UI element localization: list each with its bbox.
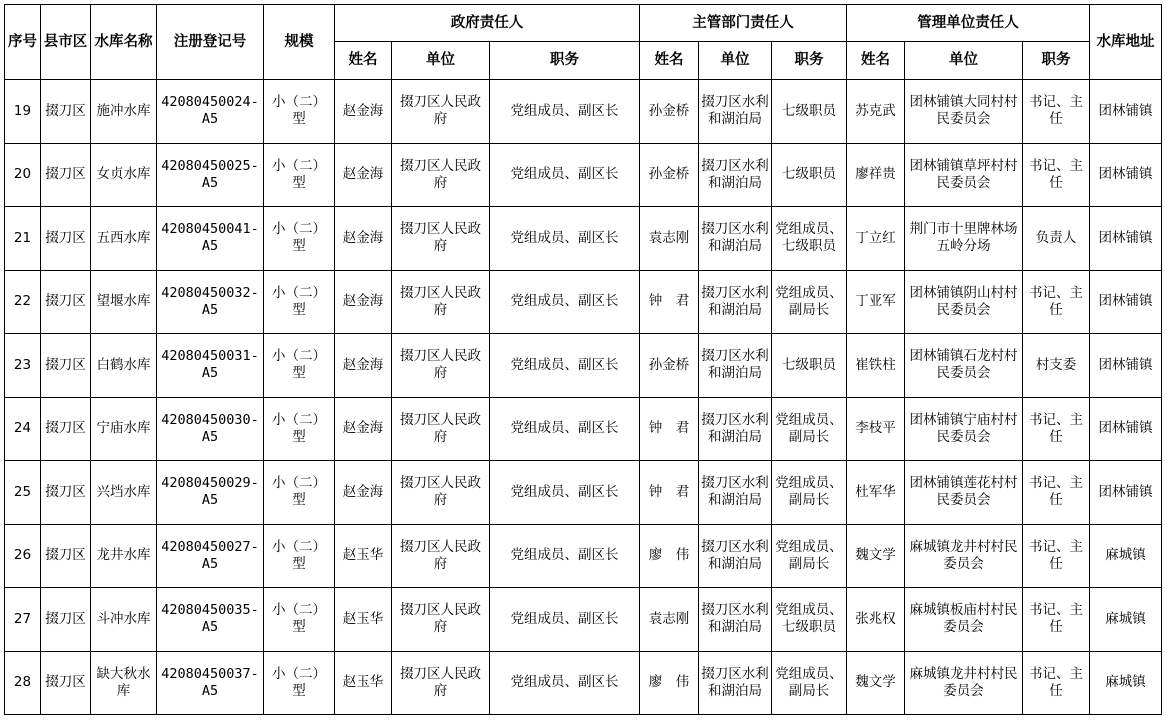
cell-reservoir-name: 女贞水库 [91, 143, 157, 207]
cell-dept-name: 廖 伟 [640, 651, 699, 715]
cell-dept-unit: 掇刀区水利和湖泊局 [699, 651, 772, 715]
cell-mgmt-title: 书记、主任 [1023, 524, 1090, 588]
cell-dept-title: 党组成员、七级职员 [772, 588, 847, 652]
cell-scale: 小（二）型 [264, 207, 335, 271]
cell-mgmt-title: 书记、主任 [1023, 588, 1090, 652]
cell-mgmt-unit: 团林铺镇宁庙村村民委员会 [905, 397, 1023, 461]
cell-dept-title: 七级职员 [772, 334, 847, 398]
cell-county: 掇刀区 [41, 524, 91, 588]
cell-registration-number: 42080450041-A5 [157, 207, 264, 271]
cell-mgmt-name: 苏克武 [847, 80, 905, 144]
cell-index: 21 [5, 207, 41, 271]
cell-scale: 小（二）型 [264, 334, 335, 398]
cell-dept-title: 七级职员 [772, 80, 847, 144]
cell-dept-title: 七级职员 [772, 143, 847, 207]
cell-reservoir-name: 斗冲水库 [91, 588, 157, 652]
cell-dept-name: 钟 君 [640, 461, 699, 525]
cell-scale: 小（二）型 [264, 270, 335, 334]
cell-registration-number: 42080450035-A5 [157, 588, 264, 652]
cell-dept-unit: 掇刀区水利和湖泊局 [699, 207, 772, 271]
cell-dept-title: 党组成员、七级职员 [772, 207, 847, 271]
cell-gov-name: 赵金海 [335, 207, 392, 271]
cell-gov-name: 赵金海 [335, 334, 392, 398]
cell-mgmt-unit: 麻城镇龙井村村民委员会 [905, 524, 1023, 588]
header-mgmt-title: 职务 [1023, 42, 1090, 80]
cell-gov-title: 党组成员、副区长 [490, 397, 640, 461]
cell-mgmt-name: 崔铁柱 [847, 334, 905, 398]
cell-registration-number: 42080450025-A5 [157, 143, 264, 207]
cell-reservoir-name: 缺大秋水库 [91, 651, 157, 715]
cell-index: 24 [5, 397, 41, 461]
header-address: 水库地址 [1090, 5, 1162, 80]
cell-mgmt-name: 丁立红 [847, 207, 905, 271]
cell-mgmt-unit: 团林铺镇大同村村民委员会 [905, 80, 1023, 144]
cell-mgmt-name: 魏文学 [847, 651, 905, 715]
cell-scale: 小（二）型 [264, 80, 335, 144]
cell-dept-title: 党组成员、副局长 [772, 270, 847, 334]
cell-mgmt-title: 书记、主任 [1023, 461, 1090, 525]
cell-gov-title: 党组成员、副区长 [490, 334, 640, 398]
cell-gov-name: 赵金海 [335, 461, 392, 525]
cell-gov-name: 赵金海 [335, 143, 392, 207]
cell-scale: 小（二）型 [264, 461, 335, 525]
table-row [5, 334, 1162, 398]
header-dept-name: 姓名 [640, 42, 699, 80]
table-header [5, 5, 1162, 80]
header-registration-number: 注册登记号 [157, 5, 264, 80]
cell-address: 团林铺镇 [1090, 143, 1162, 207]
cell-gov-unit: 掇刀区人民政府 [392, 397, 490, 461]
table-row [5, 651, 1162, 715]
header-management-responsible: 管理单位责任人 [847, 5, 1090, 42]
cell-mgmt-title: 书记、主任 [1023, 270, 1090, 334]
cell-mgmt-title: 村支委 [1023, 334, 1090, 398]
cell-gov-unit: 掇刀区人民政府 [392, 651, 490, 715]
header-index: 序号 [5, 5, 41, 80]
cell-mgmt-title: 负责人 [1023, 207, 1090, 271]
cell-registration-number: 42080450027-A5 [157, 524, 264, 588]
cell-dept-name: 袁志刚 [640, 207, 699, 271]
cell-mgmt-unit: 荆门市十里牌林场五岭分场 [905, 207, 1023, 271]
cell-dept-title: 党组成员、副局长 [772, 397, 847, 461]
cell-dept-name: 孙金桥 [640, 80, 699, 144]
cell-registration-number: 42080450030-A5 [157, 397, 264, 461]
cell-dept-unit: 掇刀区水利和湖泊局 [699, 588, 772, 652]
header-gov-unit: 单位 [392, 42, 490, 80]
cell-address: 麻城镇 [1090, 524, 1162, 588]
cell-gov-title: 党组成员、副区长 [490, 143, 640, 207]
cell-reservoir-name: 龙井水库 [91, 524, 157, 588]
cell-gov-name: 赵金海 [335, 397, 392, 461]
header-dept-title: 职务 [772, 42, 847, 80]
cell-county: 掇刀区 [41, 270, 91, 334]
cell-dept-unit: 掇刀区水利和湖泊局 [699, 461, 772, 525]
table-row [5, 270, 1162, 334]
cell-gov-unit: 掇刀区人民政府 [392, 588, 490, 652]
cell-gov-unit: 掇刀区人民政府 [392, 207, 490, 271]
cell-registration-number: 42080450032-A5 [157, 270, 264, 334]
cell-gov-unit: 掇刀区人民政府 [392, 143, 490, 207]
cell-scale: 小（二）型 [264, 397, 335, 461]
cell-mgmt-name: 魏文学 [847, 524, 905, 588]
cell-dept-unit: 掇刀区水利和湖泊局 [699, 270, 772, 334]
cell-address: 团林铺镇 [1090, 270, 1162, 334]
cell-dept-unit: 掇刀区水利和湖泊局 [699, 143, 772, 207]
cell-gov-name: 赵玉华 [335, 588, 392, 652]
cell-gov-title: 党组成员、副区长 [490, 524, 640, 588]
cell-county: 掇刀区 [41, 80, 91, 144]
cell-mgmt-unit: 麻城镇龙井村村民委员会 [905, 651, 1023, 715]
cell-registration-number: 42080450037-A5 [157, 651, 264, 715]
cell-dept-name: 钟 君 [640, 270, 699, 334]
table-row [5, 524, 1162, 588]
cell-mgmt-title: 书记、主任 [1023, 80, 1090, 144]
cell-index: 20 [5, 143, 41, 207]
cell-registration-number: 42080450024-A5 [157, 80, 264, 144]
cell-mgmt-unit: 团林铺镇阴山村村民委员会 [905, 270, 1023, 334]
cell-dept-unit: 掇刀区水利和湖泊局 [699, 80, 772, 144]
cell-county: 掇刀区 [41, 651, 91, 715]
cell-dept-name: 孙金桥 [640, 334, 699, 398]
table-row [5, 397, 1162, 461]
cell-scale: 小（二）型 [264, 143, 335, 207]
cell-address: 麻城镇 [1090, 588, 1162, 652]
header-mgmt-name: 姓名 [847, 42, 905, 80]
cell-gov-unit: 掇刀区人民政府 [392, 524, 490, 588]
cell-dept-unit: 掇刀区水利和湖泊局 [699, 397, 772, 461]
header-dept-unit: 单位 [699, 42, 772, 80]
cell-address: 团林铺镇 [1090, 461, 1162, 525]
cell-mgmt-unit: 团林铺镇石龙村村民委员会 [905, 334, 1023, 398]
reservoir-responsibility-table [4, 4, 1162, 715]
cell-gov-unit: 掇刀区人民政府 [392, 80, 490, 144]
cell-gov-name: 赵金海 [335, 80, 392, 144]
cell-mgmt-unit: 团林铺镇莲花村村民委员会 [905, 461, 1023, 525]
cell-reservoir-name: 宁庙水库 [91, 397, 157, 461]
cell-dept-name: 孙金桥 [640, 143, 699, 207]
table-row [5, 588, 1162, 652]
table-row [5, 143, 1162, 207]
cell-reservoir-name: 五西水库 [91, 207, 157, 271]
cell-gov-title: 党组成员、副区长 [490, 651, 640, 715]
cell-index: 28 [5, 651, 41, 715]
cell-address: 团林铺镇 [1090, 334, 1162, 398]
cell-address: 麻城镇 [1090, 651, 1162, 715]
cell-dept-name: 袁志刚 [640, 588, 699, 652]
cell-gov-title: 党组成员、副区长 [490, 588, 640, 652]
cell-gov-unit: 掇刀区人民政府 [392, 270, 490, 334]
cell-dept-unit: 掇刀区水利和湖泊局 [699, 524, 772, 588]
cell-dept-unit: 掇刀区水利和湖泊局 [699, 334, 772, 398]
cell-registration-number: 42080450029-A5 [157, 461, 264, 525]
cell-mgmt-title: 书记、主任 [1023, 397, 1090, 461]
cell-dept-title: 党组成员、副局长 [772, 461, 847, 525]
cell-county: 掇刀区 [41, 461, 91, 525]
cell-registration-number: 42080450031-A5 [157, 334, 264, 398]
cell-index: 22 [5, 270, 41, 334]
table-row [5, 207, 1162, 271]
cell-gov-title: 党组成员、副区长 [490, 461, 640, 525]
header-reservoir-name: 水库名称 [91, 5, 157, 80]
cell-mgmt-title: 书记、主任 [1023, 651, 1090, 715]
cell-county: 掇刀区 [41, 397, 91, 461]
cell-county: 掇刀区 [41, 334, 91, 398]
header-department-responsible: 主管部门责任人 [640, 5, 847, 42]
cell-index: 25 [5, 461, 41, 525]
cell-mgmt-title: 书记、主任 [1023, 143, 1090, 207]
cell-mgmt-name: 张兆权 [847, 588, 905, 652]
cell-scale: 小（二）型 [264, 651, 335, 715]
cell-mgmt-unit: 麻城镇板庙村村民委员会 [905, 588, 1023, 652]
cell-mgmt-name: 杜军华 [847, 461, 905, 525]
cell-dept-name: 廖 伟 [640, 524, 699, 588]
cell-mgmt-name: 李枝平 [847, 397, 905, 461]
cell-gov-name: 赵玉华 [335, 651, 392, 715]
cell-index: 26 [5, 524, 41, 588]
cell-reservoir-name: 望堰水库 [91, 270, 157, 334]
header-mgmt-unit: 单位 [905, 42, 1023, 80]
cell-mgmt-name: 廖祥贵 [847, 143, 905, 207]
cell-county: 掇刀区 [41, 143, 91, 207]
cell-scale: 小（二）型 [264, 588, 335, 652]
cell-index: 27 [5, 588, 41, 652]
cell-gov-name: 赵金海 [335, 270, 392, 334]
cell-index: 19 [5, 80, 41, 144]
cell-scale: 小（二）型 [264, 524, 335, 588]
cell-gov-name: 赵玉华 [335, 524, 392, 588]
table-body [5, 80, 1162, 715]
cell-reservoir-name: 兴垱水库 [91, 461, 157, 525]
cell-address: 团林铺镇 [1090, 397, 1162, 461]
cell-dept-title: 党组成员、副局长 [772, 651, 847, 715]
header-gov-name: 姓名 [335, 42, 392, 80]
header-gov-title: 职务 [490, 42, 640, 80]
cell-county: 掇刀区 [41, 588, 91, 652]
cell-mgmt-unit: 团林铺镇草坪村村民委员会 [905, 143, 1023, 207]
table-row [5, 461, 1162, 525]
cell-reservoir-name: 施冲水库 [91, 80, 157, 144]
cell-address: 团林铺镇 [1090, 207, 1162, 271]
cell-gov-title: 党组成员、副区长 [490, 80, 640, 144]
cell-reservoir-name: 白鹤水库 [91, 334, 157, 398]
cell-gov-title: 党组成员、副区长 [490, 207, 640, 271]
cell-gov-unit: 掇刀区人民政府 [392, 461, 490, 525]
cell-mgmt-name: 丁亚军 [847, 270, 905, 334]
cell-address: 团林铺镇 [1090, 80, 1162, 144]
cell-index: 23 [5, 334, 41, 398]
header-government-responsible: 政府责任人 [335, 5, 640, 42]
cell-gov-unit: 掇刀区人民政府 [392, 334, 490, 398]
cell-dept-title: 党组成员、副局长 [772, 524, 847, 588]
cell-county: 掇刀区 [41, 207, 91, 271]
header-county: 县市区 [41, 5, 91, 80]
cell-dept-name: 钟 君 [640, 397, 699, 461]
table-row [5, 80, 1162, 144]
header-scale: 规模 [264, 5, 335, 80]
cell-gov-title: 党组成员、副区长 [490, 270, 640, 334]
